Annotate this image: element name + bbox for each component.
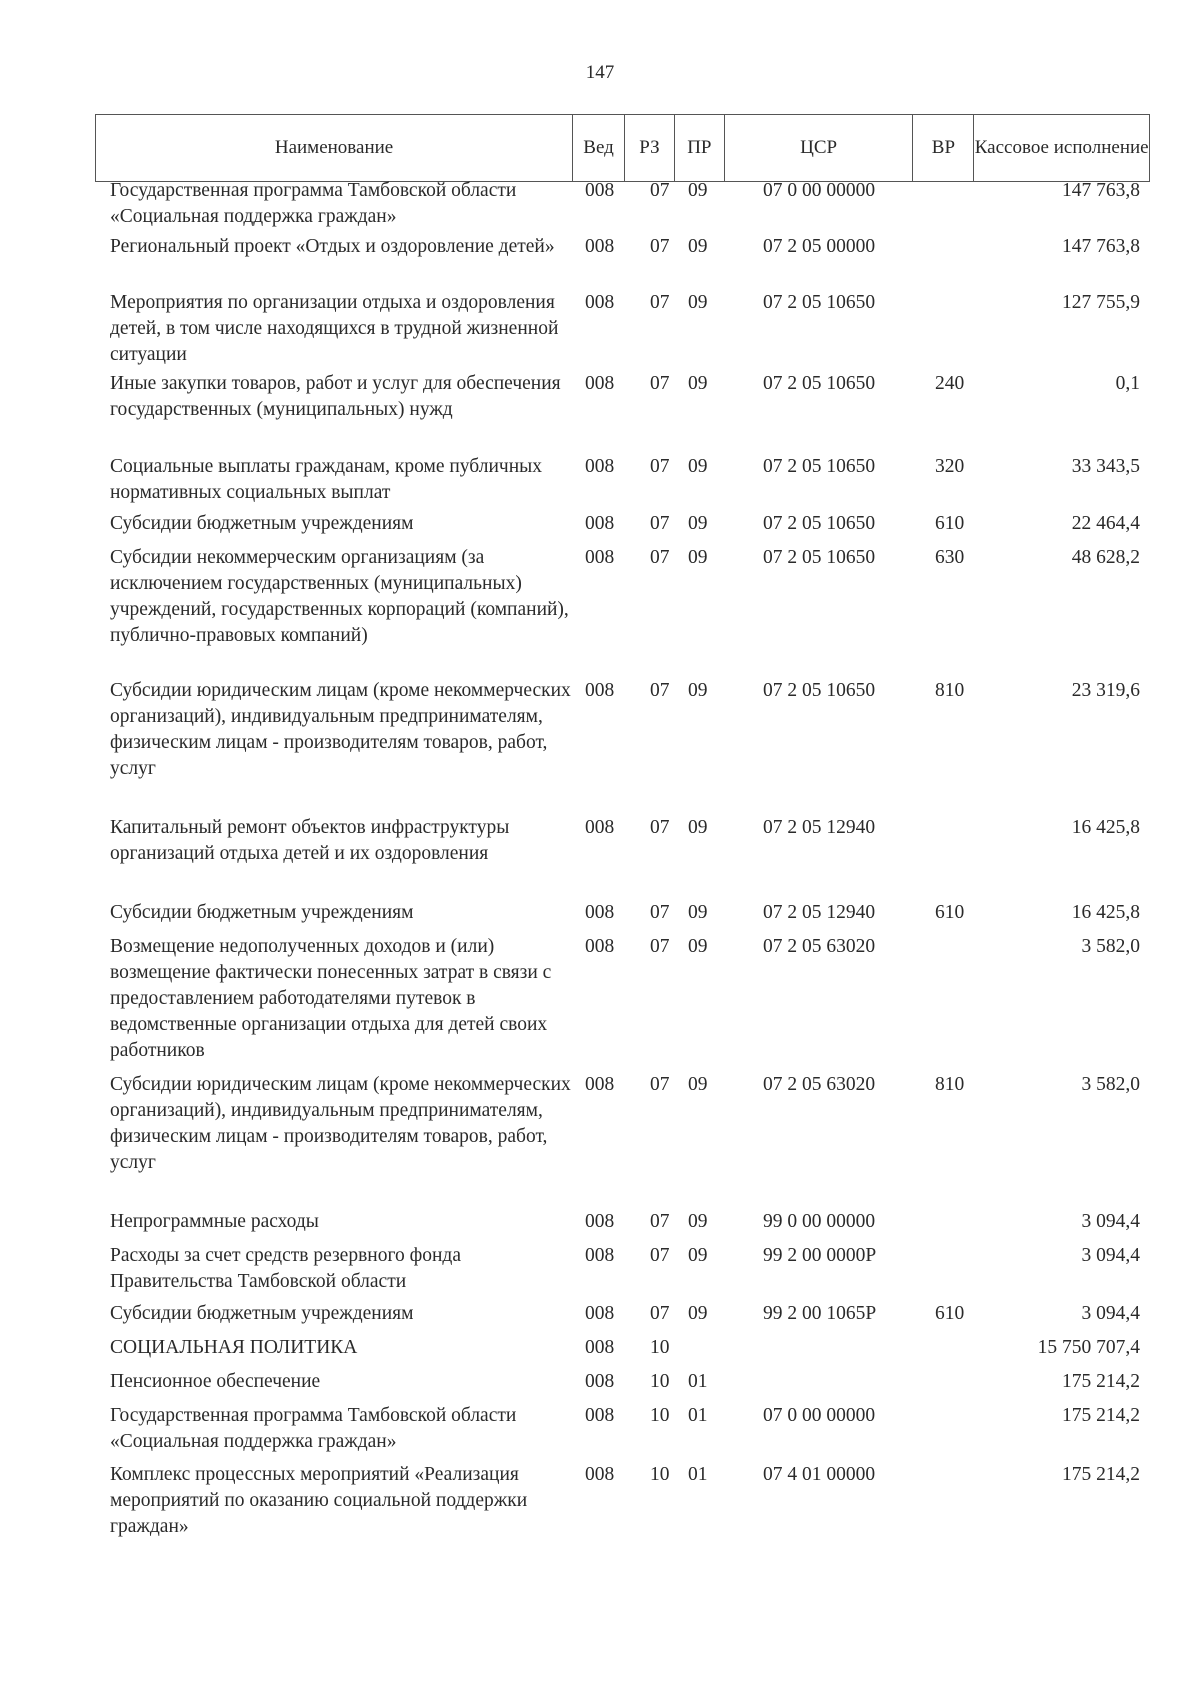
row-pr: 09	[688, 680, 708, 701]
row-kassovoe: 147 763,8	[1062, 236, 1140, 257]
row-rz: 10	[650, 1371, 670, 1392]
row-name: Комплекс процессных мероприятий «Реализация мероприятий по оказанию социальной поддержки граждан»	[110, 1464, 528, 1537]
row-ved: 008	[585, 513, 615, 534]
row-ved: 008	[585, 1464, 615, 1485]
row-vr: 610	[935, 513, 965, 534]
row-pr: 01	[688, 1464, 708, 1485]
row-kassovoe: 175 214,2	[1062, 1371, 1140, 1392]
header-csr: ЦСР	[725, 115, 914, 181]
row-name: Субсидии некоммерческим организациям (за исключением государственных (муниципальных) учреждений, государственных корпораций (компаний), публично-правовых компаний)	[110, 547, 569, 646]
row-kassovoe: 22 464,4	[1071, 513, 1140, 534]
row-csr: 99 2 00 1065Р	[763, 1303, 877, 1324]
row-name: Субсидии бюджетным учреждениям	[110, 902, 414, 923]
row-kassovoe: 147 763,8	[1062, 180, 1140, 201]
row-name: Государственная программа Тамбовской области «Социальная поддержка граждан»	[110, 1405, 517, 1452]
header-kassovoe: Кассовое исполнение	[974, 137, 1149, 158]
row-rz: 07	[650, 1211, 670, 1232]
row-vr: 810	[935, 1074, 965, 1095]
row-kassovoe: 3 094,4	[1081, 1245, 1140, 1266]
row-ved: 008	[585, 292, 615, 313]
row-name: Пенсионное обеспечение	[110, 1371, 321, 1392]
row-name: Возмещение недополученных доходов и (или) возмещение фактически понесенных затрат в связи с предоставлением работодателями путевок в ведомственные организации отдыха для детей своих работников	[110, 936, 552, 1061]
row-csr: 07 2 05 10650	[763, 373, 876, 394]
row-ved: 008	[585, 902, 615, 923]
row-name: Мероприятия по организации отдыха и оздоровления детей, в том числе находящихся в трудной жизненной ситуации	[110, 292, 559, 365]
row-ved: 008	[585, 936, 615, 957]
row-ved: 008	[585, 547, 615, 568]
row-pr: 09	[688, 513, 708, 534]
row-kassovoe: 0,1	[1115, 373, 1140, 394]
row-name: Расходы за счет средств резервного фонда Правительства Тамбовской области	[110, 1245, 462, 1292]
row-kassovoe: 48 628,2	[1071, 547, 1140, 568]
row-csr: 07 2 05 10650	[763, 547, 876, 568]
row-pr: 01	[688, 1405, 708, 1426]
row-rz: 07	[650, 1074, 670, 1095]
row-rz: 07	[650, 373, 670, 394]
row-pr: 09	[688, 1074, 708, 1095]
row-csr: 07 2 05 10650	[763, 292, 876, 313]
row-kassovoe: 127 755,9	[1062, 292, 1140, 313]
row-pr: 01	[688, 1371, 708, 1392]
row-rz: 10	[650, 1464, 670, 1485]
row-vr: 630	[935, 547, 965, 568]
row-name: Субсидии юридическим лицам (кроме некоммерческих организаций), индивидуальным предпринимателям, физическим лицам - производителям товаров, работ, услуг	[110, 680, 571, 779]
row-name: Субсидии бюджетным учреждениям	[110, 1303, 414, 1324]
row-csr: 07 4 01 00000	[763, 1464, 876, 1485]
row-csr: 99 2 00 0000Р	[763, 1245, 877, 1266]
row-rz: 10	[650, 1405, 670, 1426]
row-ved: 008	[585, 180, 615, 201]
row-kassovoe: 3 582,0	[1081, 1074, 1140, 1095]
row-pr: 09	[688, 456, 708, 477]
row-vr: 240	[935, 373, 965, 394]
row-rz: 07	[650, 236, 670, 257]
row-rz: 07	[650, 680, 670, 701]
row-vr: 810	[935, 680, 965, 701]
row-name: Региональный проект «Отдых и оздоровление детей»	[110, 236, 555, 257]
row-csr: 07 2 05 10650	[763, 680, 876, 701]
row-rz: 07	[650, 1245, 670, 1266]
row-name: Капитальный ремонт объектов инфраструктуры организаций отдыха детей и их оздоровления	[110, 817, 510, 864]
row-kassovoe: 16 425,8	[1071, 902, 1140, 923]
row-name: Иные закупки товаров, работ и услуг для обеспечения государственных (муниципальных) нужд	[110, 373, 561, 420]
row-ved: 008	[585, 817, 615, 838]
row-kassovoe: 23 319,6	[1071, 680, 1140, 701]
row-pr: 09	[688, 373, 708, 394]
row-csr: 07 0 00 00000	[763, 180, 876, 201]
row-vr: 610	[935, 902, 965, 923]
row-csr: 07 2 05 63020	[763, 936, 876, 957]
row-name: Субсидии бюджетным учреждениям	[110, 513, 414, 534]
row-pr: 09	[688, 1245, 708, 1266]
row-rz: 07	[650, 1303, 670, 1324]
row-ved: 008	[585, 680, 615, 701]
row-kassovoe: 3 094,4	[1081, 1211, 1140, 1232]
header-rz: РЗ	[625, 115, 675, 181]
row-kassovoe: 3 582,0	[1081, 936, 1140, 957]
header-vr: ВР	[913, 115, 974, 181]
row-pr: 09	[688, 902, 708, 923]
row-csr: 99 0 00 00000	[763, 1211, 876, 1232]
header-ved: Вед	[573, 115, 625, 181]
row-pr: 09	[688, 292, 708, 313]
row-pr: 09	[688, 547, 708, 568]
row-kassovoe: 175 214,2	[1062, 1464, 1140, 1485]
row-csr: 07 0 00 00000	[763, 1405, 876, 1426]
row-rz: 07	[650, 547, 670, 568]
row-vr: 610	[935, 1303, 965, 1324]
row-kassovoe: 33 343,5	[1071, 456, 1140, 477]
row-ved: 008	[585, 1303, 615, 1324]
row-ved: 008	[585, 456, 615, 477]
row-vr: 320	[935, 456, 965, 477]
row-name: Государственная программа Тамбовской области «Социальная поддержка граждан»	[110, 180, 517, 227]
row-pr: 09	[688, 817, 708, 838]
row-pr: 09	[688, 1211, 708, 1232]
row-rz: 07	[650, 180, 670, 201]
row-csr: 07 2 05 63020	[763, 1074, 876, 1095]
row-ved: 008	[585, 1211, 615, 1232]
header-pr: ПР	[675, 115, 725, 181]
header-name: Наименование	[96, 115, 573, 181]
row-pr: 09	[688, 936, 708, 957]
row-name: Непрограммные расходы	[110, 1211, 319, 1232]
row-ved: 008	[585, 1245, 615, 1266]
row-kassovoe: 15 750 707,4	[1037, 1337, 1140, 1358]
row-ved: 008	[585, 236, 615, 257]
row-csr: 07 2 05 00000	[763, 236, 876, 257]
row-pr: 09	[688, 180, 708, 201]
row-rz: 07	[650, 936, 670, 957]
row-pr: 09	[688, 1303, 708, 1324]
row-rz: 10	[650, 1337, 670, 1358]
row-name: СОЦИАЛЬНАЯ ПОЛИТИКА	[110, 1337, 358, 1358]
row-pr: 09	[688, 236, 708, 257]
row-rz: 07	[650, 902, 670, 923]
row-ved: 008	[585, 1074, 615, 1095]
row-ved: 008	[585, 1371, 615, 1392]
row-rz: 07	[650, 292, 670, 313]
row-kassovoe: 175 214,2	[1062, 1405, 1140, 1426]
row-name: Субсидии юридическим лицам (кроме некоммерческих организаций), индивидуальным предпринимателям, физическим лицам - производителям товаров, работ, услуг	[110, 1074, 571, 1173]
row-ved: 008	[585, 1337, 615, 1358]
page-number: 147	[585, 62, 615, 83]
row-csr: 07 2 05 12940	[763, 902, 876, 923]
row-name: Социальные выплаты гражданам, кроме публичных нормативных социальных выплат	[110, 456, 542, 503]
row-rz: 07	[650, 456, 670, 477]
row-csr: 07 2 05 10650	[763, 456, 876, 477]
row-ved: 008	[585, 1405, 615, 1426]
row-rz: 07	[650, 513, 670, 534]
row-kassovoe: 3 094,4	[1081, 1303, 1140, 1324]
row-csr: 07 2 05 12940	[763, 817, 876, 838]
row-kassovoe: 16 425,8	[1071, 817, 1140, 838]
row-ved: 008	[585, 373, 615, 394]
row-rz: 07	[650, 817, 670, 838]
row-csr: 07 2 05 10650	[763, 513, 876, 534]
